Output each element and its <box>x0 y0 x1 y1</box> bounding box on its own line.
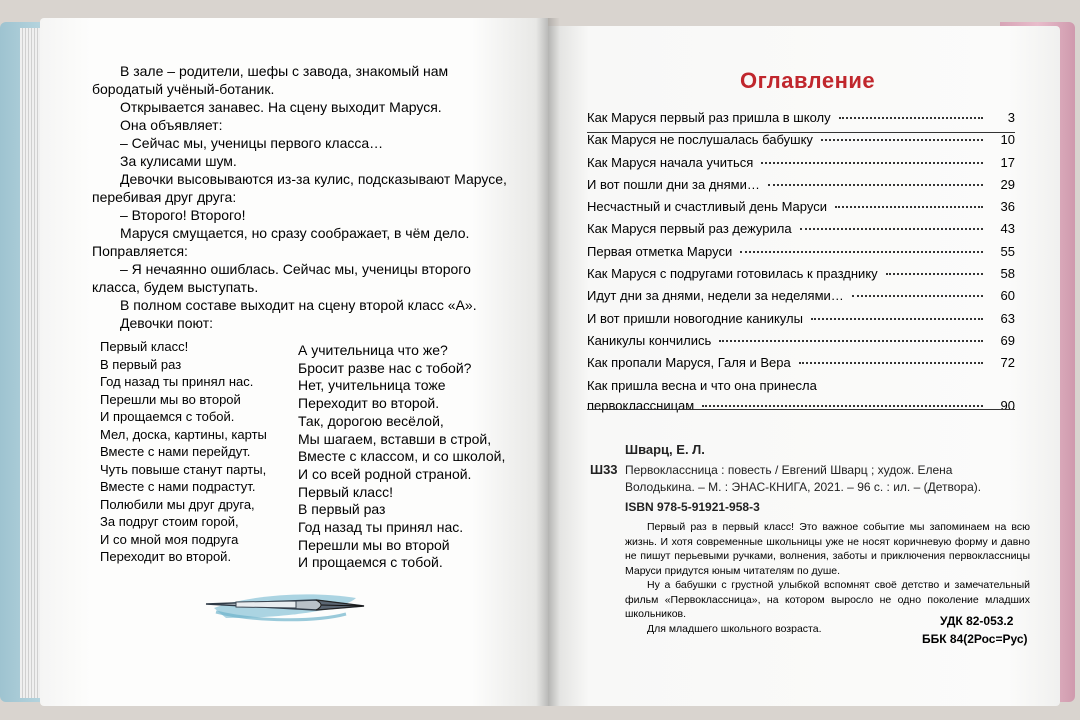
toc-entry-title-continued: первоклассницам <box>587 397 695 413</box>
dot-leader <box>719 340 983 342</box>
toc-entry <box>587 333 1015 355</box>
toc-entry-page: 72 <box>1000 355 1015 371</box>
poem-line: Переходит во второй. <box>298 395 440 412</box>
dot-leader <box>886 273 983 275</box>
dot-leader <box>852 295 983 297</box>
toc-entry-page: 43 <box>1000 221 1015 237</box>
toc-entry-page: 10 <box>1000 132 1015 148</box>
poem-line: И со всей родной страной. <box>298 465 472 482</box>
paragraph: Девочки высовываются из-за кулис, подсказывают Марусе, перебивая друг друга: <box>92 171 507 205</box>
poem-line: За подруг стоим горой, <box>100 514 239 529</box>
toc-entry <box>587 311 1015 333</box>
toc-entry <box>587 378 1015 418</box>
dot-leader <box>835 206 983 208</box>
bbk-code: ББК 84(2Рос=Рус) <box>922 632 1028 646</box>
toc-entry-page: 29 <box>1000 176 1015 192</box>
poem-line: Вместе с нами подрастут. <box>100 479 256 494</box>
poem-line: Год назад ты принял нас. <box>298 519 464 536</box>
dot-leader <box>768 184 983 186</box>
annotation-paragraph: Для младшего школьного возраста. <box>647 622 822 635</box>
dot-leader <box>811 318 983 320</box>
toc-entry-title: Первая отметка Маруси <box>587 243 733 259</box>
toc-entry <box>587 199 1015 221</box>
annotation-paragraph: Ну а бабушки с грустной улыбкой вспомнят своё детство и замечательный фильм «Первоклассница», на котором выросло не одно поколение младших школьников. <box>625 579 1030 620</box>
story-text <box>92 62 522 332</box>
dot-leader <box>761 162 983 164</box>
poem-line: Мел, доска, картины, карты <box>100 426 267 442</box>
bib-description: Первоклассница : повесть / Евгений Шварц ; худож. Елена Володькина. – М. : ЭНАС-КНИГА, 2021. – 96 с. : ил. – (Детвора). <box>625 463 982 494</box>
dot-leader <box>821 139 983 141</box>
paragraph: Девочки поют: <box>120 315 214 331</box>
toc-entry-title: Как Маруся первый раз пришла в школу <box>587 110 831 125</box>
poem-line: И со мной моя подруга <box>100 531 239 547</box>
toc-entry-page: 55 <box>1000 243 1015 259</box>
toc-entry-page: 3 <box>1007 110 1015 125</box>
toc-entry-title: И вот пришли новогодние каникулы <box>587 310 803 326</box>
toc-entry <box>587 110 1015 132</box>
poem-line: Перешли мы во второй <box>100 391 241 407</box>
poem-line: Первый класс! <box>298 483 393 500</box>
paragraph: Она объявляет: <box>120 117 223 133</box>
isbn: ISBN 978-5-91921-958-3 <box>625 500 760 514</box>
dot-leader <box>740 251 983 253</box>
toc-entry <box>587 355 1015 377</box>
poem-line: Перешли мы во второй <box>298 536 450 553</box>
toc-entry-page: 58 <box>1000 266 1015 282</box>
toc-entry-title: И вот пошли дни за днями… <box>587 176 760 192</box>
bib-author-code: Ш33 <box>590 462 618 477</box>
toc-entry <box>587 155 1015 177</box>
paragraph: Маруся смущается, но сразу соображает, в чём дело. Поправляется: <box>92 225 470 259</box>
toc-entry-page: 60 <box>1000 288 1015 304</box>
poem-line: Вместе с классом, и со школой, <box>298 448 506 465</box>
poem-line: В первый раз <box>298 501 386 518</box>
toc-entry <box>587 288 1015 310</box>
paragraph: За кулисами шум. <box>120 153 237 169</box>
divider <box>587 132 1015 133</box>
paragraph: – Я нечаянно ошиблась. Сейчас мы, ученицы второго класса, будем выступать. <box>92 261 471 295</box>
toc-entry-title: Как пропали Маруся, Галя и Вера <box>587 355 791 371</box>
pen-nib-illustration <box>196 578 372 630</box>
poem-line: Год назад ты принял нас. <box>100 374 254 389</box>
toc-entry-title: Как Маруся с подругами готовилась к празднику <box>587 266 878 282</box>
poem-line: В первый раз <box>100 356 182 372</box>
paragraph: В полном составе выходит на сцену второй класс «А». <box>120 297 477 313</box>
toc-entry-page: 69 <box>1000 332 1015 348</box>
dot-leader <box>839 117 983 119</box>
toc-title: Оглавление <box>740 68 876 93</box>
paragraph: – Сейчас мы, ученицы первого класса… <box>120 135 384 151</box>
udk-code: УДК 82-053.2 <box>940 614 1014 628</box>
poem-line: Первый класс! <box>100 339 189 354</box>
poem-line: Мы шагаем, вставши в строй, <box>298 430 492 447</box>
toc-entry-page: 36 <box>1000 199 1015 215</box>
toc-entry <box>587 132 1015 154</box>
table-of-contents <box>587 110 1015 418</box>
poem-line: Чуть повыше станут парты, <box>100 461 267 477</box>
toc-entry-page: 63 <box>1000 310 1015 326</box>
book-gutter <box>536 18 560 706</box>
poem-line: И прощаемся с тобой. <box>100 409 235 424</box>
poem-line: Так, дорогою весёлой, <box>298 412 444 429</box>
toc-entry-title: Каникулы кончились <box>587 332 712 348</box>
poem-line: Бросит разве нас с тобой? <box>298 359 472 376</box>
dot-leader <box>800 228 983 230</box>
toc-entry-title: Идут дни за днями, недели за неделями… <box>587 288 844 304</box>
poem-column-right <box>298 342 505 572</box>
dot-leader <box>702 405 983 407</box>
toc-entry-page: 90 <box>1000 397 1015 413</box>
annotation-paragraph: Первый раз в первый класс! Это важное событие мы запоминаем на всю жизнь. И хотя современные школьницы уже не носят коричневую форму и давно не пишут перьевыми ручками, волнения, заботы и приключения первоклассницы Маруси придутся юным читателям по душе. <box>625 521 1030 577</box>
paragraph: – Второго! Второго! <box>120 207 246 223</box>
bib-author: Шварц, Е. Л. <box>625 442 705 457</box>
toc-entry-title: Несчастный и счастливый день Маруси <box>587 199 827 215</box>
toc-entry <box>587 244 1015 266</box>
toc-entry-title: Как Маруся не послушалась бабушку <box>587 132 813 148</box>
poem-column-left <box>100 338 267 566</box>
dot-leader <box>799 362 983 364</box>
paragraph: Открывается занавес. На сцену выходит Маруся. <box>120 99 442 115</box>
toc-entry <box>587 177 1015 199</box>
poem-line: Полюбили мы друг друга, <box>100 496 255 512</box>
poem-line: А учительница что же? <box>298 342 448 358</box>
paragraph: В зале – родители, шефы с завода, знакомый нам бородатый учёный-ботаник. <box>92 63 449 97</box>
poem-line: Нет, учительница тоже <box>298 377 446 394</box>
toc-entry <box>587 221 1015 243</box>
toc-entry-page: 17 <box>1000 154 1015 170</box>
toc-entry-title: Как пришла весна и что она принесла <box>587 377 817 393</box>
toc-entry <box>587 266 1015 288</box>
poem-line: Переходит во второй. <box>100 549 232 564</box>
toc-entry-title: Как Маруся начала учиться <box>587 154 754 170</box>
divider <box>587 409 1015 410</box>
toc-entry-title: Как Маруся первый раз дежурила <box>587 221 792 237</box>
poem-line: И прощаемся с тобой. <box>298 554 443 571</box>
poem-line: Вместе с нами перейдут. <box>100 444 251 459</box>
